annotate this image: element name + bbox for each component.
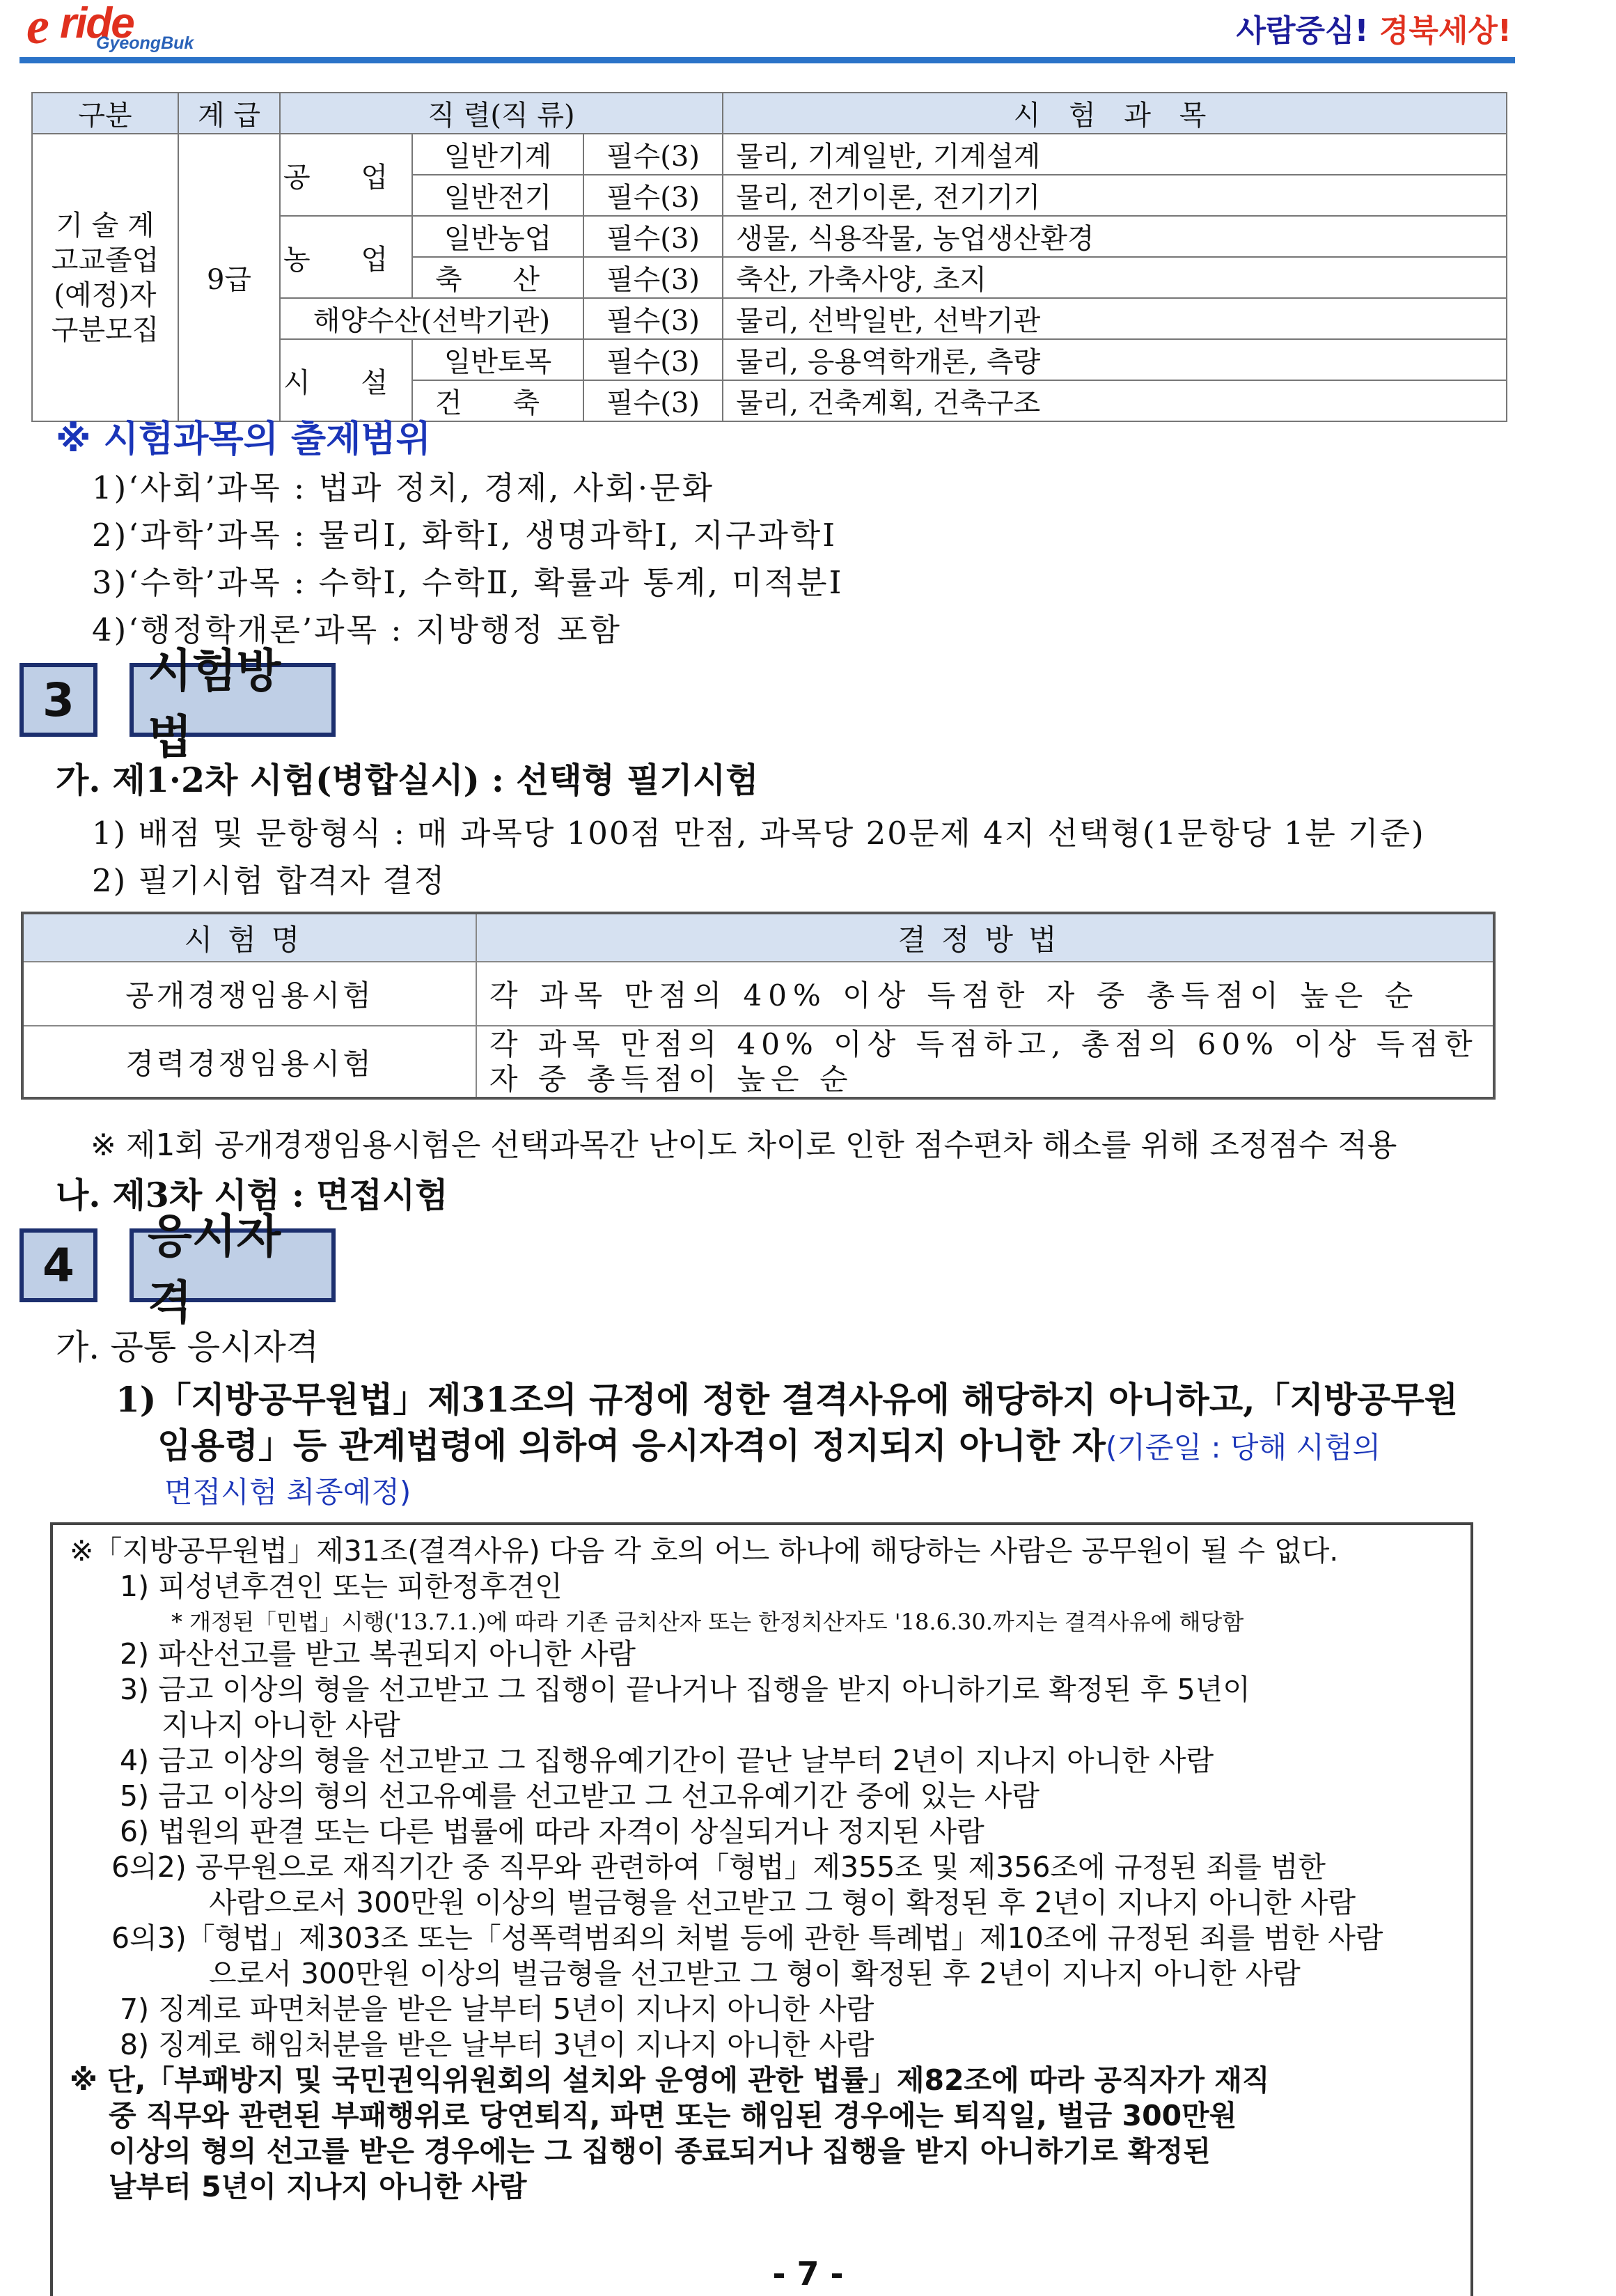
list-item: 8) 징계로 해임처분을 받은 날부터 3년이 지나지 아니한 사람 (120, 2028, 874, 2061)
table-header-row (32, 93, 1507, 134)
list-item: 사람으로서 300만원 이상의 벌금형을 선고받고 그 형이 확정된 후 2년이 지나지 아니한 사람 (209, 1886, 1356, 1919)
exam-name-cell: 공개경쟁임용시험 (22, 962, 476, 1026)
qualification-line (157, 1418, 1381, 1468)
slogan (1237, 6, 1512, 50)
series-cell: 건 축 (412, 380, 583, 421)
category-cell: 기 술 계 고교졸업 (예정)자 구분모집 (32, 134, 178, 421)
group-cell: 해양수산(선박기관) (280, 298, 583, 339)
page-header (0, 0, 1616, 70)
list-item: 으로서 300만원 이상의 벌금형을 선고받고 그 형이 확정된 후 2년이 지나지 아니한 사람 (209, 1957, 1301, 1990)
req-cell: 필수(3) (583, 134, 723, 175)
group-cell: 농 업 (280, 216, 412, 298)
scope-line: 4)‘행정학개론’과목 : 지방행정 포함 (92, 611, 622, 648)
subsection-heading: 가. 제1·2차 시험(병합실시) : 선택형 필기시험 (56, 760, 759, 800)
qualification-line (164, 1469, 411, 1511)
subjects-cell: 물리, 기계일반, 기계설계 (723, 134, 1507, 175)
series-cell: 일반기계 (412, 134, 583, 175)
proviso-line: ※ 단,「부패방지 및 국민권익위원회의 설치와 운영에 관한 법률」제82조에 따라 공직자가 재직 (70, 2063, 1270, 2097)
section-number: 4 (19, 1228, 97, 1302)
box-heading: ※「지방공무원법」제31조(결격사유) 다음 각 호의 어느 하나에 해당하는 사람은 공무원이 될 수 없다. (70, 1534, 1339, 1568)
exam-name-cell: 경력경쟁임용시험 (22, 1026, 476, 1098)
table-header-row (22, 913, 1494, 962)
header-cell: 직 렬(직 류) (280, 93, 723, 134)
section-title: 응시자격 (130, 1228, 336, 1302)
subjects-cell: 물리, 건축계획, 건축구조 (723, 380, 1507, 421)
series-cell: 축 산 (412, 257, 583, 298)
table-row (32, 134, 1507, 175)
subjects-cell: 물리, 전기이론, 전기기기 (723, 175, 1507, 216)
scope-line: 2)‘과학’과목 : 물리Ⅰ, 화학Ⅰ, 생명과학Ⅰ, 지구과학Ⅰ (92, 517, 838, 554)
list-item: 6) 법원의 판결 또는 다른 법률에 따라 자격이 상실되거나 정지된 사람 (120, 1815, 984, 1848)
grade-cell: 9급 (178, 134, 280, 421)
header-rule (19, 57, 1515, 63)
subjects-cell: 물리, 응용역학개론, 측량 (723, 339, 1507, 380)
list-note: * 개정된「민법」시행('13.7.1.)에 따라 기존 금치산자 또는 한정치산자도 '18.6.30.까지는 결격사유에 해당함 (171, 1609, 1244, 1635)
slogan-part2: 경북세상! (1379, 13, 1512, 49)
logo-ride: ride (60, 0, 134, 47)
scope-line: 1)‘사회’과목 : 법과 정치, 경제, 사회·문화 (92, 469, 714, 506)
adjusted-score-note: ※ 제1회 공개경쟁임용시험은 선택과목간 난이도 차이로 인한 점수편차 해소를 위해 조정점수 적용 (91, 1127, 1397, 1163)
subjects-cell: 생물, 식용작물, 농업생산환경 (723, 216, 1507, 257)
req-cell: 필수(3) (583, 175, 723, 216)
list-item: 2) 필기시험 합격자 결정 (92, 862, 446, 899)
req-cell: 필수(3) (583, 257, 723, 298)
req-cell: 필수(3) (583, 339, 723, 380)
slogan-part1: 사람중심! (1236, 13, 1379, 49)
disqualification-box (50, 1522, 1473, 2296)
subsection-heading: 나. 제3차 시험 : 면접시험 (56, 1175, 448, 1215)
header-cell: 구분 (32, 93, 178, 134)
req-cell: 필수(3) (583, 298, 723, 339)
header-cell: 결정방법 (476, 913, 1494, 962)
group-cell: 시 설 (280, 339, 412, 421)
list-item: 지나지 아니한 사람 (162, 1708, 400, 1742)
table-row (22, 1026, 1494, 1098)
qualification-text: 임용령」등 관계법령에 의하여 응시자격이 정지되지 아니한 자 (157, 1425, 1106, 1466)
qualification-line: 1)「지방공무원법」제31조의 규정에 정한 결격사유에 해당하지 아니하고,「지방공무원 (116, 1379, 1459, 1420)
header-cell: 시 험 과 목 (723, 93, 1507, 134)
list-item: 5) 금고 이상의 형의 선고유예를 선고받고 그 선고유예기간 중에 있는 사람 (120, 1779, 1040, 1813)
scope-title: ※ 시험과목의 출제범위 (56, 419, 431, 460)
section-title: 시험방법 (130, 663, 336, 737)
subjects-cell: 축산, 가축사양, 초지 (723, 257, 1507, 298)
subsection-heading: 가. 공통 응시자격 (56, 1327, 320, 1367)
series-cell: 일반토목 (412, 339, 583, 380)
list-item: 3) 금고 이상의 형을 선고받고 그 집행이 끝나거나 집행을 받지 아니하기로 확정된 후 5년이 (120, 1673, 1250, 1706)
table-row (22, 962, 1494, 1026)
scope-line: 3)‘수학’과목 : 수학Ⅰ, 수학Ⅱ, 확률과 통계, 미적분Ⅰ (92, 564, 844, 601)
reference-date-note: (기준일 : 당해 시험의 (1105, 1430, 1381, 1465)
logo-e: e (26, 0, 49, 55)
eride-logo (26, 0, 207, 55)
reference-date-note: 면접시험 최종예정) (164, 1475, 411, 1509)
pass-decision-table (21, 912, 1496, 1100)
group-cell: 공 업 (280, 134, 412, 216)
list-item: 1) 피성년후견인 또는 피한정후견인 (120, 1570, 563, 1603)
list-item: 1) 배점 및 문항형식 : 매 과목당 100점 만점, 과목당 20문제 4지 선택형(1문항당 1분 기준) (92, 815, 1425, 852)
header-cell: 계 급 (178, 93, 280, 134)
req-cell: 필수(3) (583, 380, 723, 421)
list-item: 6의3)「형법」제303조 또는「성폭력범죄의 처벌 등에 관한 특례법」제10조에 규정된 죄를 범한 사람 (111, 1921, 1383, 1955)
subjects-cell: 물리, 선박일반, 선박기관 (723, 298, 1507, 339)
method-cell: 각 과목 만점의 40% 이상 득점한 자 중 총득점이 높은 순 (476, 962, 1494, 1026)
section-number: 3 (19, 663, 97, 737)
series-cell: 일반전기 (412, 175, 583, 216)
proviso-line: 날부터 5년이 지나지 아니한 사람 (109, 2170, 527, 2203)
list-item: 6의2) 공무원으로 재직기간 중 직무와 관련하여「형법」제355조 및 제356조에 규정된 죄를 범한 (111, 1850, 1326, 1884)
list-item: 4) 금고 이상의 형을 선고받고 그 집행유예기간이 끝난 날부터 2년이 지나지 아니한 사람 (120, 1744, 1214, 1777)
method-cell: 각 과목 만점의 40% 이상 득점하고, 총점의 60% 이상 득점한 자 중 총득점이 높은 순 (476, 1026, 1494, 1098)
logo-region: GyeongBuk (96, 33, 194, 53)
header-cell: 시험명 (22, 913, 476, 962)
series-cell: 일반농업 (412, 216, 583, 257)
list-item: 2) 파산선고를 받고 복권되지 아니한 사람 (120, 1637, 636, 1671)
page-number: - 7 - (772, 2255, 844, 2293)
list-item: 7) 징계로 파면처분을 받은 날부터 5년이 지나지 아니한 사람 (120, 1992, 874, 2026)
proviso-line: 이상의 형의 선고를 받은 경우에는 그 집행이 종료되거나 집행을 받지 아니하기로 확정된 (109, 2134, 1211, 2168)
req-cell: 필수(3) (583, 216, 723, 257)
exam-subjects-table (31, 92, 1507, 422)
proviso-line: 중 직무와 관련된 부패행위로 당연퇴직, 파면 또는 해임된 경우에는 퇴직일, 벌금 300만원 (109, 2099, 1237, 2132)
